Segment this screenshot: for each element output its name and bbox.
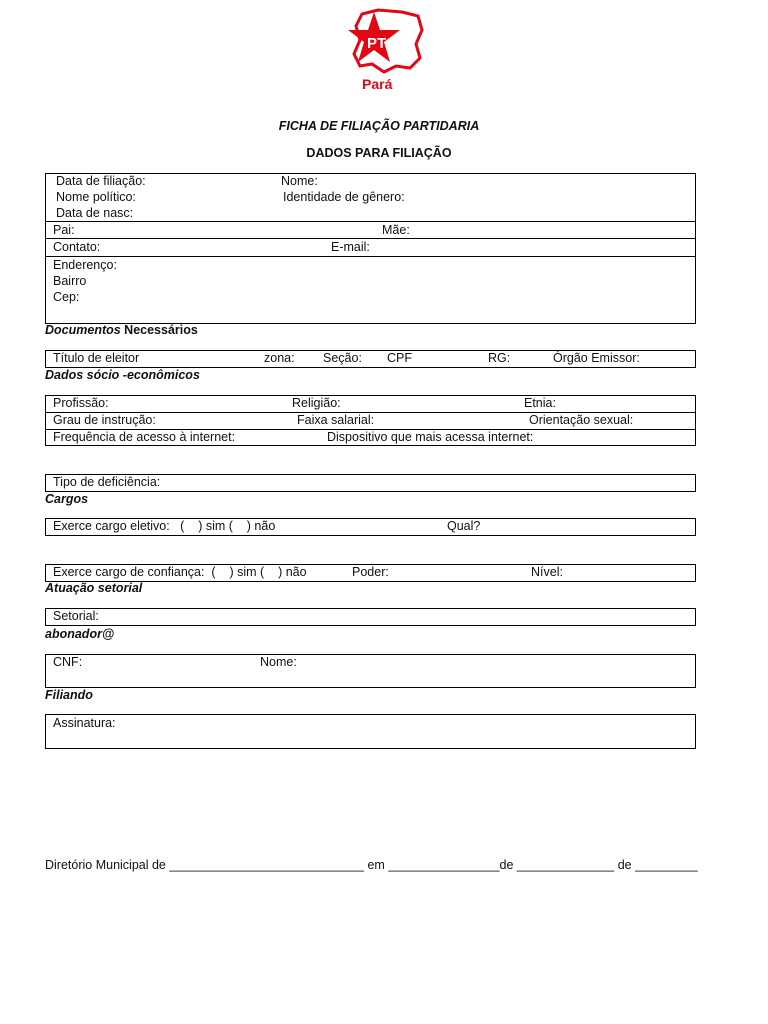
dispositivo-field[interactable]: Dispositivo que mais acessa internet: — [327, 430, 534, 444]
data-filiacao-field[interactable]: Data de filiação: — [56, 174, 146, 188]
identidade-genero-field[interactable]: Identidade de gênero: — [283, 190, 405, 204]
nome-field[interactable]: Nome: — [281, 174, 318, 188]
frequencia-internet-field[interactable]: Frequência de acesso à internet: — [53, 430, 236, 444]
abonador-box — [45, 654, 696, 688]
poder-field[interactable]: Poder: — [352, 565, 389, 579]
tipo-deficiencia-field[interactable]: Tipo de deficiência: — [53, 475, 161, 489]
setorial-box — [45, 608, 696, 626]
logo-badge: PT — [367, 35, 387, 52]
form-subtitle: DADOS PARA FILIAÇÃO — [306, 146, 452, 160]
nivel-field[interactable]: Nível: — [531, 565, 563, 579]
orgao-emissor-field[interactable]: Órgão Emissor: — [553, 351, 640, 365]
setorial-field[interactable]: Setorial: — [53, 609, 99, 623]
logo-region: Pará — [362, 76, 393, 92]
bairro-field[interactable]: Bairro — [53, 274, 87, 288]
assinatura-field[interactable]: Assinatura: — [53, 716, 116, 730]
mae-field[interactable]: Mãe: — [382, 223, 410, 237]
pai-field[interactable]: Pai: — [53, 223, 75, 237]
faixa-salarial-field[interactable]: Faixa salarial: — [297, 413, 375, 427]
orientacao-sexual-field[interactable]: Orientação sexual: — [529, 413, 634, 427]
qual-field[interactable]: Qual? — [447, 519, 481, 533]
cargos-heading: Cargos — [45, 492, 89, 506]
abonador-nome-field[interactable]: Nome: — [260, 655, 297, 669]
cargo-confianca-field[interactable]: Exerce cargo de confiança: ( ) sim ( ) não — [53, 565, 307, 579]
cpf-field[interactable]: CPF — [387, 351, 412, 365]
religiao-field[interactable]: Religião: — [292, 396, 341, 410]
etnia-field[interactable]: Etnia: — [524, 396, 556, 410]
diretorio-footer: Diretório Municipal de ____________________________ em ________________de ______________ de _________ — [45, 858, 698, 872]
cargo-eletivo-field[interactable]: Exerce cargo eletivo: ( ) sim ( ) não — [53, 519, 276, 533]
secao-field[interactable]: Seção: — [323, 351, 362, 365]
rg-field[interactable]: RG: — [488, 351, 511, 365]
socio-heading: Dados sócio -econômicos — [45, 368, 200, 382]
abonador-heading: abonador@ — [45, 627, 115, 641]
nome-politico-field[interactable]: Nome político: — [56, 190, 136, 204]
zona-field[interactable]: zona: — [264, 351, 295, 365]
data-nasc-field[interactable]: Data de nasc: — [56, 206, 134, 220]
documentos-heading: Documentos Necessários — [45, 323, 198, 337]
cep-field[interactable]: Cep: — [53, 290, 80, 304]
titulo-eleitor-field[interactable]: Título de eleitor — [53, 351, 140, 365]
atuacao-heading: Atuação setorial — [45, 581, 143, 595]
filiando-heading: Filiando — [45, 688, 93, 702]
contato-field[interactable]: Contato: — [53, 240, 101, 254]
assinatura-box — [45, 714, 696, 749]
profissao-field[interactable]: Profissão: — [53, 396, 109, 410]
grau-instrucao-field[interactable]: Grau de instrução: — [53, 413, 156, 427]
endereco-field[interactable]: Enderenço: — [53, 258, 117, 272]
cnf-field[interactable]: CNF: — [53, 655, 83, 669]
pt-para-logo — [340, 6, 430, 96]
email-field[interactable]: E-mail: — [331, 240, 370, 254]
form-title: FICHA DE FILIAÇÃO PARTIDARIA — [278, 119, 480, 133]
